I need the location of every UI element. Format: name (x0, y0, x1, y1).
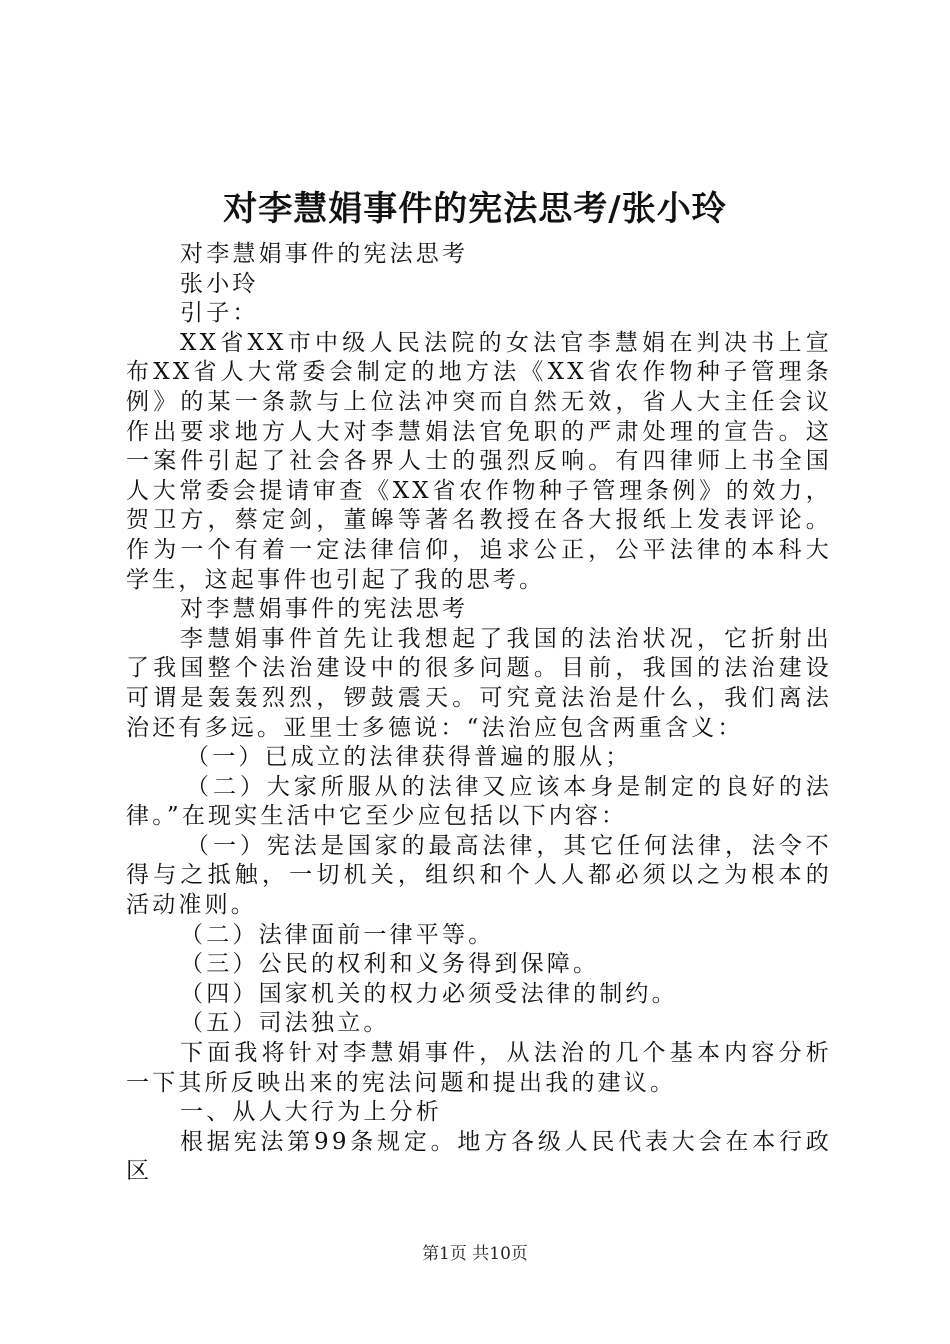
list-paragraph: （二）法律面前一律平等。 (180, 921, 495, 948)
list-paragraph: （五）司法独立。 (180, 1010, 390, 1037)
list-paragraph: （二）大家所服从的法律又应该本身是制定的良好的法律。”在现实生活中它至少应包括以下内容： (126, 773, 832, 830)
list-paragraph: （一）宪法是国家的最高法律，其它任何法律，法令不得与之抵触，一切机关，组织和个人人都必须以之为根本的活动准则。 (126, 832, 832, 919)
section-heading: 对李慧娟事件的宪法思考 (180, 596, 469, 623)
list-paragraph: （四）国家机关的权力必须受法律的制约。 (180, 980, 678, 1007)
intro-heading: 引子： (180, 300, 259, 327)
author-paragraph: 张小玲 (180, 270, 259, 297)
list-paragraph: （三）公民的权利和义务得到保障。 (180, 951, 600, 978)
page-footer: 第1页 共10页 (422, 1244, 528, 1264)
body-paragraph: 李慧娟事件首先让我想起了我国的法治状况，它折射出了我国整个法治建设中的很多问题。目前，我国的法治建设可谓是轰轰烈烈，锣鼓震天。可究竟法治是什么，我们离法治还有多远。亚里士多德说：“法治应包含两重含义： (126, 625, 832, 741)
document-body (126, 240, 832, 1187)
document-title: 对李慧娟事件的宪法思考/张小玲 (223, 189, 727, 229)
body-paragraph: XX省XX市中级人民法院的女法官李慧娟在判决书上宣布XX省人大常委会制定的地方法《XX省农作物种子管理条例》的某一条款与上位法冲突而自然无效，省人大主任会议作出要求地方人大对李慧娟法官免职的严肃处理的宣告。这一案件引起了社会各界人士的强烈反响。有四律师上书全国人大常委会提请审查《XX省农作物种子管理条例》的效力，贺卫方，蔡定剑，董皞等著名教授在各大报纸上发表评论。作为一个有着一定法律信仰，追求公正，公平法律的本科大学生，这起事件也引起了我的思考。 (126, 329, 832, 593)
body-paragraph: 下面我将针对李慧娟事件，从法治的几个基本内容分析一下其所反映出来的宪法问题和提出我的建议。 (126, 1040, 832, 1096)
subtitle-paragraph: 对李慧娟事件的宪法思考 (180, 241, 469, 267)
body-paragraph: 根据宪法第99条规定。地方各级人民代表大会在本行政区 (126, 1128, 832, 1185)
section-heading: 一、从人大行为上分析 (180, 1099, 442, 1126)
list-paragraph: （一）已成立的法律获得普遍的服从； (186, 744, 632, 771)
